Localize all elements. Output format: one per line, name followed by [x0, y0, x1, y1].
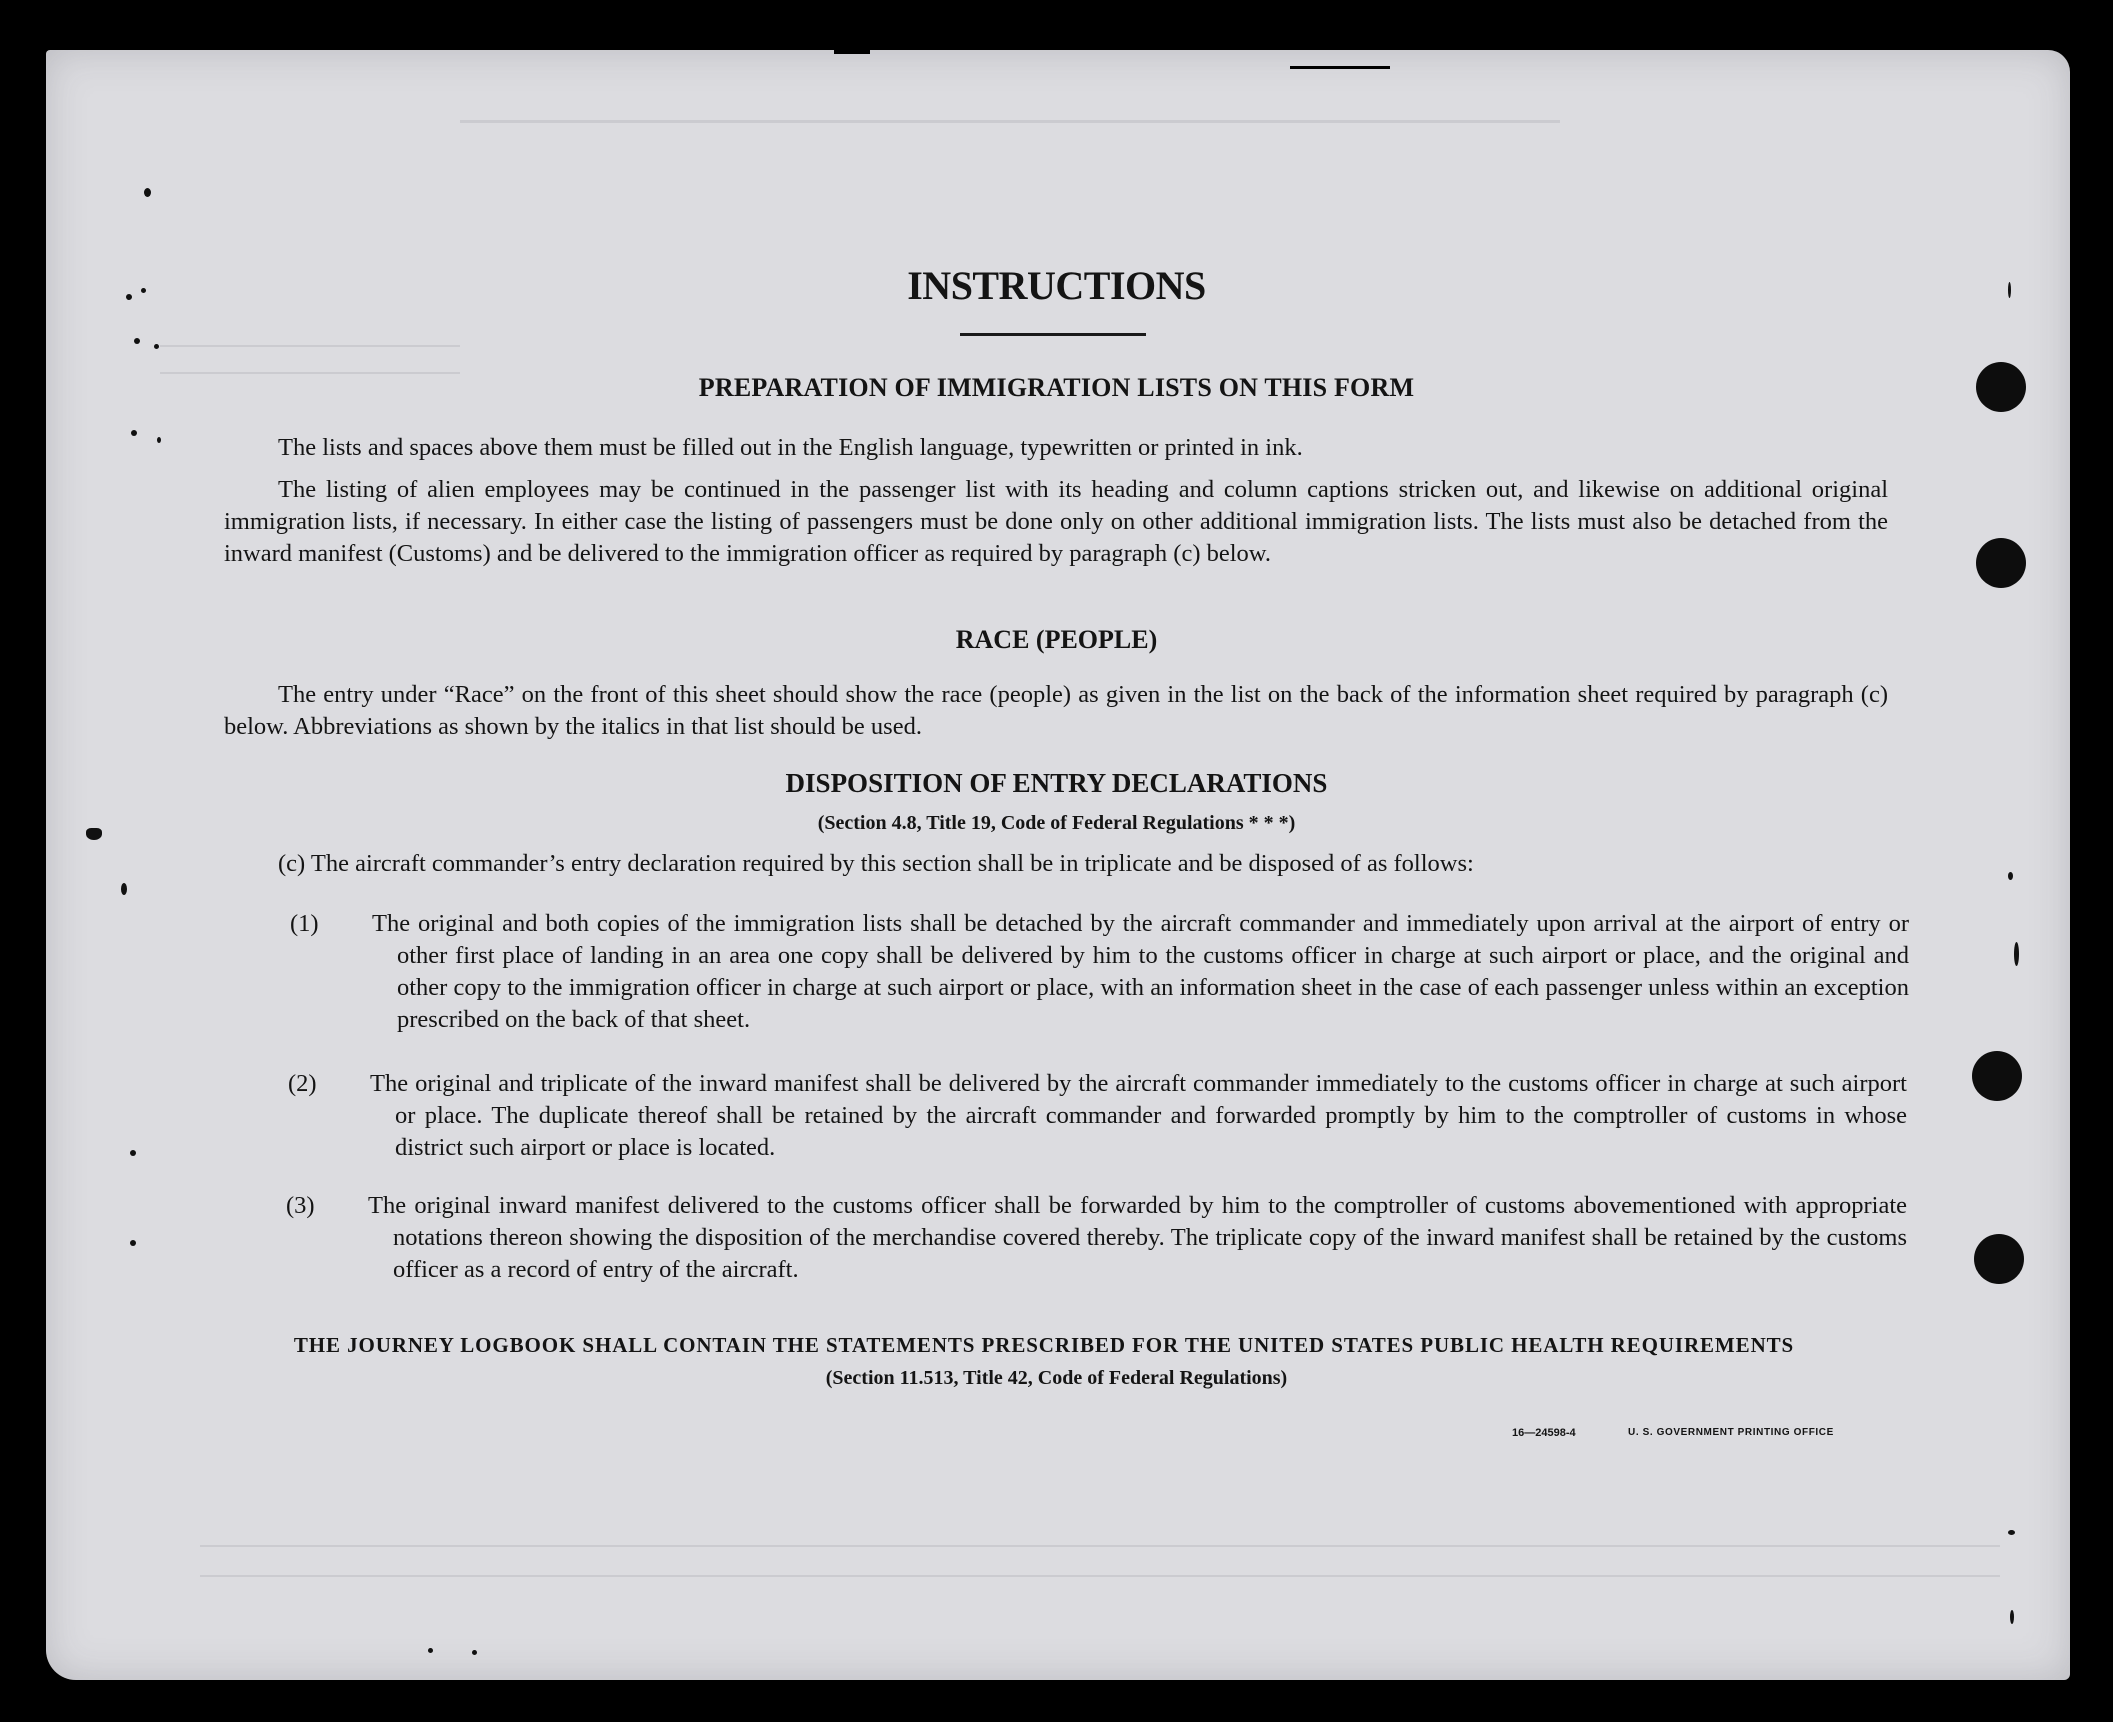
disposition-intro: (c) The aircraft commander’s entry declaration required by this section shall be in triplicate and be disposed of as follows: [278, 850, 1474, 877]
item-text: The original inward manifest delivered to the customs officer shall be forwarded by him to the comptroller of customs abovementioned with appropriate notations thereon showing the disposition of the merchandise covered thereby. The triplicate copy of the inward manifest shall be retained by the customs officer as a record of entry of the aircraft. [368, 1192, 1907, 1283]
item-text: The original and triplicate of the inward manifest shall be delivered by the aircraft commander immediately to the customs officer in charge at such airport or place. The duplicate thereof shall be retained by the aircraft commander and forwarded promptly by him to the comptroller of customs in whose district such airport or place is located. [370, 1070, 1907, 1161]
item-number: (1) [290, 910, 319, 937]
title-underline [960, 333, 1146, 336]
disposition-heading: DISPOSITION OF ENTRY DECLARATIONS [785, 768, 1328, 798]
preparation-heading: PREPARATION OF IMMIGRATION LISTS ON THIS FORM [698, 373, 1415, 402]
race-heading: RACE (PEOPLE) [955, 625, 1158, 654]
preparation-paragraph-1: The lists and spaces above them must be filled out in the English language, typewritten or printed in ink. [278, 434, 1303, 461]
item-text: The original and both copies of the immigration lists shall be detached by the aircraft commander and immediately upon arrival at the airport of entry or other first place of landing in an area one copy shall be delivered by him to the customs officer in charge at such airport or place, and the original and other copy to the immigration officer in charge at such airport or place, with an information sheet in the case of each passenger unless within an exception prescribed on the back of that sheet. [372, 910, 1909, 1033]
page-title: INSTRUCTIONS [907, 263, 1206, 308]
disposition-item [286, 1190, 1907, 1286]
preparation-paragraph-2: The listing of alien employees may be continued in the passenger list with its heading and column captions stricken out, and likewise on additional original immigration lists, if necessary. In either case the listing of passengers must be done only on other additional immigration lists. The lists must also be detached from the inward manifest (Customs) and be delivered to the immigration officer as required by paragraph (c) below. [224, 476, 1888, 567]
item-number: (3) [286, 1192, 315, 1219]
health-citation: (Section 11.513, Title 42, Code of Federal Regulations) [825, 1367, 1288, 1389]
health-heading: THE JOURNEY LOGBOOK SHALL CONTAIN THE STATEMENTS PRESCRIBED FOR THE UNITED STATES PUBLIC HEALTH REQUIREMENTS [293, 1333, 1795, 1357]
printer-imprint: U. S. GOVERNMENT PRINTING OFFICE [1628, 1427, 1834, 1438]
form-code: 16—24598-4 [1512, 1427, 1576, 1439]
race-paragraph: The entry under “Race” on the front of this sheet should show the race (people) as given in the list on the back of the information sheet required by paragraph (c) below. Abbreviations as shown by the italics in that list should be used. [224, 681, 1888, 740]
disposition-item [290, 908, 1909, 1036]
disposition-item [288, 1068, 1907, 1164]
disposition-citation: (Section 4.8, Title 19, Code of Federal Regulations * * *) [817, 812, 1296, 834]
item-number: (2) [288, 1070, 317, 1097]
